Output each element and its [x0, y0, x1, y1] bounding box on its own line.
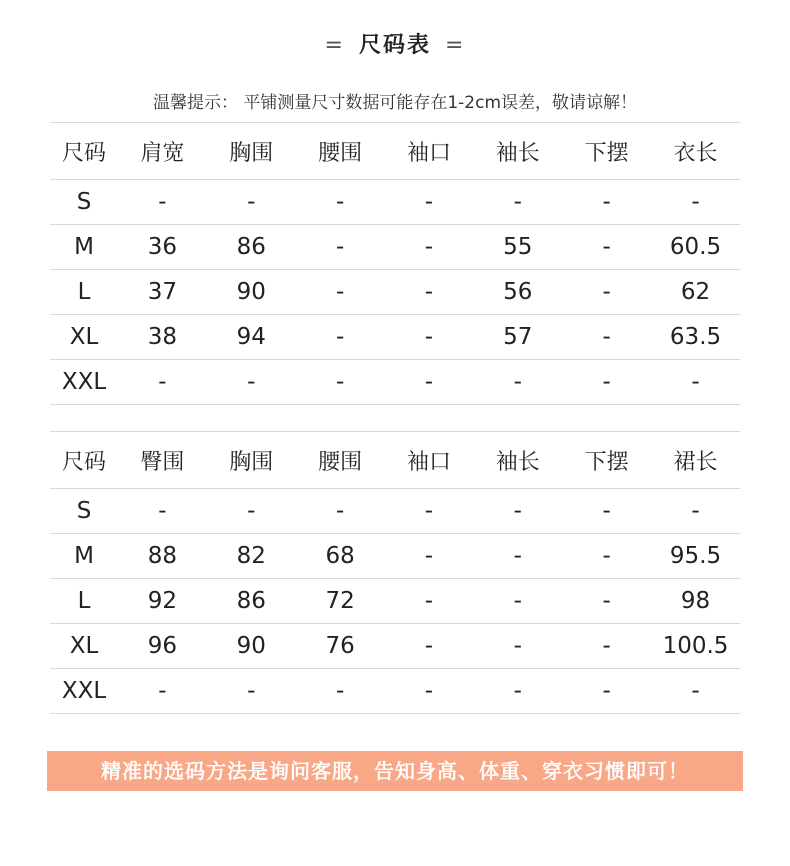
value-cell: -	[118, 360, 207, 405]
value-cell: -	[385, 180, 474, 225]
value-cell: -	[385, 669, 474, 714]
value-cell: -	[562, 315, 651, 360]
value-cell: -	[473, 489, 562, 534]
value-cell: 98	[651, 579, 740, 624]
value-cell: 38	[118, 315, 207, 360]
value-cell: -	[473, 180, 562, 225]
value-cell: -	[473, 534, 562, 579]
bottom-size-table	[50, 431, 740, 714]
value-cell: -	[562, 270, 651, 315]
header-cell: 衣长	[651, 123, 740, 180]
value-cell: -	[385, 534, 474, 579]
value-cell: -	[118, 180, 207, 225]
value-cell: 100.5	[651, 624, 740, 669]
value-cell: -	[118, 489, 207, 534]
value-cell: 56	[473, 270, 562, 315]
size-cell: L	[50, 579, 118, 624]
table-header-row	[50, 123, 740, 180]
value-cell: -	[385, 360, 474, 405]
size-cell: XL	[50, 624, 118, 669]
value-cell: -	[118, 669, 207, 714]
table-row	[50, 360, 740, 405]
header-cell: 臀围	[118, 432, 207, 489]
value-cell: 76	[296, 624, 385, 669]
value-cell: 86	[207, 579, 296, 624]
size-cell: L	[50, 270, 118, 315]
value-cell: -	[296, 225, 385, 270]
value-cell: -	[562, 669, 651, 714]
value-cell: -	[296, 489, 385, 534]
table-row	[50, 534, 740, 579]
value-cell: -	[562, 225, 651, 270]
value-cell: 94	[207, 315, 296, 360]
value-cell: -	[562, 534, 651, 579]
value-cell: -	[207, 669, 296, 714]
value-cell: -	[385, 579, 474, 624]
header-cell: 腰围	[296, 123, 385, 180]
value-cell: 62	[651, 270, 740, 315]
value-cell: 90	[207, 270, 296, 315]
value-cell: -	[651, 180, 740, 225]
value-cell: -	[296, 270, 385, 315]
header-cell: 袖长	[473, 123, 562, 180]
value-cell: 60.5	[651, 225, 740, 270]
table-row	[50, 489, 740, 534]
value-cell: 95.5	[651, 534, 740, 579]
size-cell: XXL	[50, 669, 118, 714]
value-cell: 63.5	[651, 315, 740, 360]
value-cell: 96	[118, 624, 207, 669]
value-cell: 68	[296, 534, 385, 579]
size-cell: M	[50, 534, 118, 579]
header-cell: 袖口	[385, 432, 474, 489]
table-row	[50, 270, 740, 315]
header-cell: 下摆	[562, 123, 651, 180]
value-cell: -	[207, 489, 296, 534]
value-cell: -	[296, 360, 385, 405]
value-cell: -	[473, 360, 562, 405]
header-cell: 下摆	[562, 432, 651, 489]
table-header-row	[50, 432, 740, 489]
value-cell: -	[385, 489, 474, 534]
value-cell: 86	[207, 225, 296, 270]
value-cell: -	[562, 624, 651, 669]
size-cell: M	[50, 225, 118, 270]
size-cell: S	[50, 180, 118, 225]
table-row	[50, 225, 740, 270]
value-cell: -	[385, 270, 474, 315]
value-cell: -	[473, 579, 562, 624]
title-deco-left: =	[324, 33, 345, 58]
page-title	[0, 28, 790, 59]
header-cell: 裙长	[651, 432, 740, 489]
table-row	[50, 669, 740, 714]
value-cell: 37	[118, 270, 207, 315]
size-cell: XL	[50, 315, 118, 360]
value-cell: -	[651, 489, 740, 534]
header-cell: 尺码	[50, 432, 118, 489]
size-cell: S	[50, 489, 118, 534]
value-cell: -	[473, 624, 562, 669]
header-cell: 尺码	[50, 123, 118, 180]
value-cell: -	[296, 669, 385, 714]
value-cell: -	[473, 669, 562, 714]
value-cell: 72	[296, 579, 385, 624]
table-row	[50, 579, 740, 624]
value-cell: -	[296, 180, 385, 225]
value-cell: -	[562, 180, 651, 225]
title-deco-right: =	[445, 33, 466, 58]
top-size-table	[50, 122, 740, 405]
title-text: 尺码表	[358, 33, 431, 58]
table-row	[50, 180, 740, 225]
value-cell: -	[296, 315, 385, 360]
value-cell: -	[385, 315, 474, 360]
sizing-advice-banner: 精准的选码方法是询问客服，告知身高、体重、穿衣习惯即可！	[47, 751, 743, 791]
value-cell: -	[651, 360, 740, 405]
header-cell: 肩宽	[118, 123, 207, 180]
value-cell: 55	[473, 225, 562, 270]
value-cell: 36	[118, 225, 207, 270]
value-cell: -	[207, 360, 296, 405]
value-cell: -	[385, 225, 474, 270]
header-cell: 腰围	[296, 432, 385, 489]
measurement-tip: 温馨提示： 平铺测量尺寸数据可能存在1-2cm误差，敬请谅解！	[152, 93, 638, 113]
value-cell: 92	[118, 579, 207, 624]
value-cell: -	[207, 180, 296, 225]
table-row	[50, 624, 740, 669]
header-cell: 胸围	[207, 123, 296, 180]
header-cell: 袖长	[473, 432, 562, 489]
size-cell: XXL	[50, 360, 118, 405]
value-cell: -	[562, 489, 651, 534]
value-cell: 90	[207, 624, 296, 669]
value-cell: -	[562, 360, 651, 405]
value-cell: -	[385, 624, 474, 669]
table-row	[50, 315, 740, 360]
header-cell: 胸围	[207, 432, 296, 489]
value-cell: 57	[473, 315, 562, 360]
header-cell: 袖口	[385, 123, 474, 180]
value-cell: -	[651, 669, 740, 714]
value-cell: 88	[118, 534, 207, 579]
value-cell: 82	[207, 534, 296, 579]
value-cell: -	[562, 579, 651, 624]
